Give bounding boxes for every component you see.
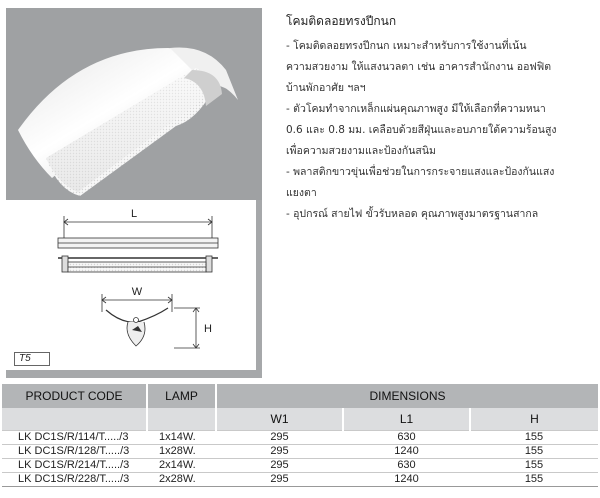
lamp-cell: 2x28W. <box>147 472 216 486</box>
header-h: H <box>470 408 598 430</box>
description-line: ความสวยงาม ให้แสงนวลตา เช่น อาคารสำนักงาน ออฟฟิต <box>286 61 552 73</box>
lamp-cell: 2x14W. <box>147 458 216 472</box>
specification-table <box>2 384 598 487</box>
length-dimension-label: L <box>130 208 138 220</box>
product-code-cell: LK DC1S/R/214/T...../3 <box>2 458 147 472</box>
w1-cell: 295 <box>216 444 343 458</box>
height-dimension-label: H <box>204 323 212 335</box>
width-dimension-label: W <box>131 286 143 298</box>
product-code-cell: LK DC1S/R/114/T...../3 <box>2 430 147 444</box>
header-spacer <box>2 408 147 430</box>
l1-cell: 1240 <box>343 444 470 458</box>
technical-drawing <box>6 200 262 378</box>
l1-cell: 630 <box>343 430 470 444</box>
header-dimensions: DIMENSIONS <box>216 384 598 408</box>
description-line: - ตัวโคมทำจากเหล็กแผ่นคุณภาพสูง มีให้เลือกที่ความหนา <box>286 103 546 115</box>
table-row <box>2 472 598 486</box>
product-description <box>286 12 592 225</box>
h-cell: 155 <box>470 430 598 444</box>
product-visual-panel <box>2 0 268 378</box>
product-photo <box>6 8 262 200</box>
l1-cell: 1240 <box>343 472 470 486</box>
lamp-type-tag: T5 <box>14 352 50 366</box>
description-line: แยงตา <box>286 187 317 199</box>
h-cell: 155 <box>470 444 598 458</box>
description-line: - อุปกรณ์ สายไฟ ขั้วรับหลอด คุณภาพสูงมาตรฐานสากล <box>286 208 539 220</box>
h-cell: 155 <box>470 458 598 472</box>
description-line: - พลาสติกขาวขุ่นเพื่อช่วยในการกระจายแสงและป้องกันแสง <box>286 166 555 178</box>
l1-cell: 630 <box>343 458 470 472</box>
table-row <box>2 430 598 444</box>
product-title: โคมติดลอยทรงปีกนก <box>286 14 397 28</box>
header-l1: L1 <box>343 408 470 430</box>
header-lamp: LAMP <box>147 384 216 408</box>
w1-cell: 295 <box>216 472 343 486</box>
product-code-cell: LK DC1S/R/228/T...../3 <box>2 472 147 486</box>
w1-cell: 295 <box>216 458 343 472</box>
description-line: 0.6 และ 0.8 มม. เคลือบด้วยสีฝุ่นและอบภายใต้ความร้อนสูง <box>286 124 557 136</box>
lamp-cell: 1x14W. <box>147 430 216 444</box>
description-line: - โคมติดลอยทรงปีกนก เหมาะสำหรับการใช้งานที่เน้น <box>286 40 527 52</box>
description-line: เพื่อความสวยงามและป้องกันสนิม <box>286 145 436 157</box>
table-row <box>2 458 598 472</box>
w1-cell: 295 <box>216 430 343 444</box>
table-row <box>2 444 598 458</box>
header-product-code: PRODUCT CODE <box>2 384 147 408</box>
product-code-cell: LK DC1S/R/128/T...../3 <box>2 444 147 458</box>
h-cell: 155 <box>470 472 598 486</box>
header-spacer <box>147 408 216 430</box>
header-w1: W1 <box>216 408 343 430</box>
description-line: บ้านพักอาศัย ฯลฯ <box>286 82 366 94</box>
lamp-cell: 1x28W. <box>147 444 216 458</box>
